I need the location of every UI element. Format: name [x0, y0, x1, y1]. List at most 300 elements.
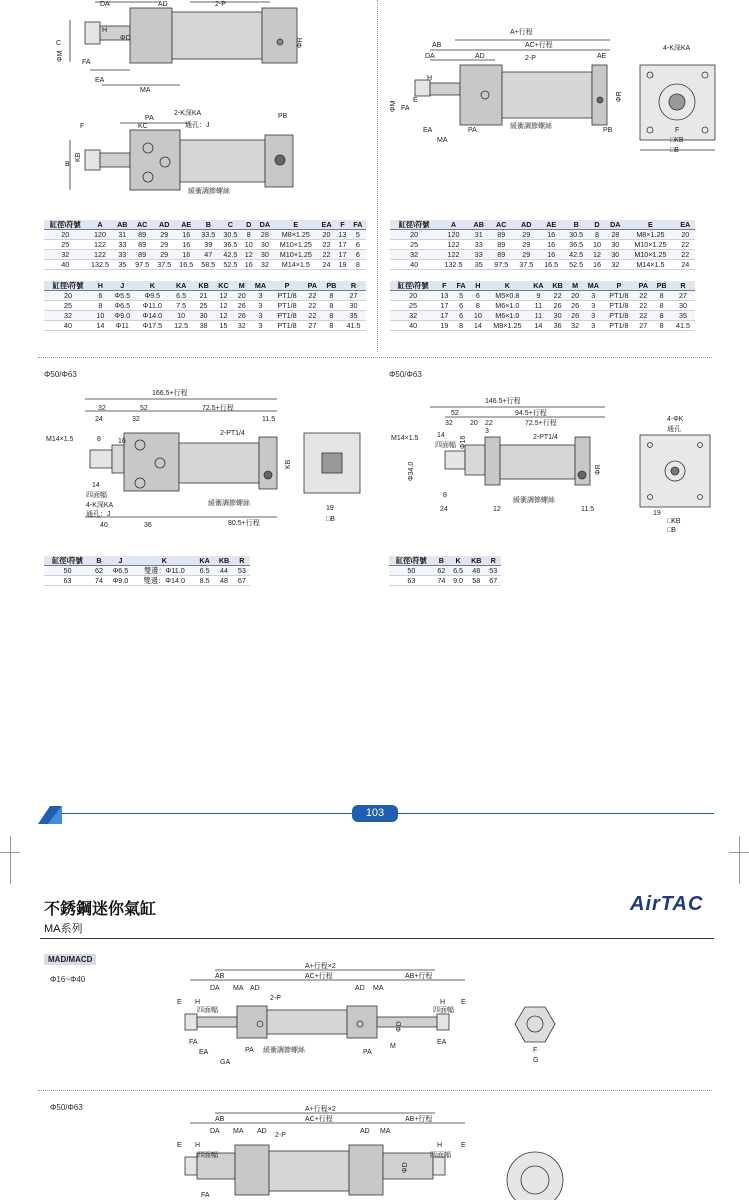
table-cell: 3	[250, 321, 271, 331]
table-header-cell: A	[87, 220, 114, 230]
np1-label-ga: GA	[220, 1059, 231, 1066]
table-cell: 122	[438, 240, 469, 250]
table-cell: 32	[567, 321, 583, 331]
table-header-cell: 缸徑\符號	[44, 281, 92, 291]
table-header-cell: AB	[469, 220, 489, 230]
section-label-np2: Φ50/Φ63	[50, 1103, 83, 1112]
table-cell: 30.5	[219, 230, 241, 240]
table-header-cell: DA	[605, 220, 625, 230]
double-rod-cylinder-drawing-2	[175, 1105, 595, 1200]
table-cell: 12	[214, 301, 234, 311]
table-header-cell: B	[197, 220, 219, 230]
label-m14: M14×1.5	[46, 436, 74, 443]
section-label-np1: Φ16~Φ40	[50, 975, 86, 984]
table-cell: 22	[634, 311, 652, 321]
table-cell: 8	[322, 311, 341, 321]
table-header-cell: FA	[452, 281, 470, 291]
np2-label-h2: H	[437, 1142, 443, 1149]
table-cell: 29	[153, 230, 175, 240]
table-header-cell: KA	[529, 281, 548, 291]
double-rod-cylinder-drawing	[175, 962, 575, 1072]
section-label-right: Φ50/Φ63	[389, 370, 422, 379]
np1-label-h: H	[195, 999, 201, 1006]
table-cell: 89	[489, 230, 514, 240]
table-cell: Φ5.5	[109, 291, 136, 301]
table-cell: 20	[567, 291, 583, 301]
table-cell: 32	[390, 311, 436, 321]
table-cell: 8	[652, 311, 671, 321]
table-cell: PT1/8	[271, 301, 303, 311]
label-total: 146.5+行程	[485, 398, 521, 405]
label-14: 14	[437, 432, 445, 439]
table-cell: Φ9.5	[136, 291, 169, 301]
label-pb: PB	[603, 127, 613, 134]
label-phi16: Φ16	[460, 435, 467, 449]
table-cell: 11	[529, 301, 548, 311]
table-cell: 67	[234, 576, 250, 586]
table-cell: 63	[44, 576, 91, 586]
table-header-cell: A	[438, 220, 469, 230]
table-cell: 14	[529, 321, 548, 331]
table-cell: 97.5	[131, 260, 153, 270]
table-cell: Φ9.0	[107, 576, 134, 586]
table-cell: 50	[44, 566, 91, 576]
spec-table-1	[44, 220, 366, 270]
table-cell: 13	[436, 291, 452, 301]
np1-label-pa2: PA	[363, 1049, 372, 1056]
table-cell: Φ6.5	[107, 566, 134, 576]
cushion-note: 緩衝調節螺絲	[513, 497, 555, 504]
table-cell: 13	[335, 230, 350, 240]
table-row	[44, 240, 366, 250]
table-cell: 17	[436, 311, 452, 321]
table-cell: 11	[529, 311, 548, 321]
label-19: 19	[653, 510, 661, 517]
table-cell: 19	[335, 260, 350, 270]
table-cell: 25	[194, 301, 214, 311]
label-115: 11.5	[262, 416, 276, 423]
table-cell: 32	[44, 311, 92, 321]
table-cell: 44	[214, 566, 233, 576]
spec-table-5	[44, 556, 250, 586]
table-header-cell: R	[486, 556, 501, 566]
table-cell: PT1/8	[603, 311, 634, 321]
table-cell: 12	[214, 311, 234, 321]
table-cell: 14	[470, 321, 486, 331]
series-subtitle: MA系列	[44, 923, 83, 935]
label-36: 36	[144, 522, 152, 529]
table-cell: 3	[583, 311, 603, 321]
table-cell: 89	[489, 250, 514, 260]
label-32: 32	[445, 420, 453, 427]
table-cell: 36	[548, 321, 567, 331]
table-header-cell: C	[219, 220, 241, 230]
column-divider	[377, 0, 378, 352]
table-cell: 32	[233, 321, 250, 331]
table-cell: 41.5	[341, 321, 366, 331]
table-cell: 20	[44, 291, 92, 301]
table-cell: M10×1.25	[625, 240, 675, 250]
table-cell: 120	[438, 230, 469, 240]
label-fa: FA	[401, 105, 410, 112]
table-cell: 25	[44, 240, 87, 250]
np1-label-f: F	[533, 1047, 538, 1054]
table-header-cell: R	[234, 556, 250, 566]
label-b: B	[65, 161, 70, 168]
table-header-cell: P	[603, 281, 634, 291]
table-cell: Φ6.5	[109, 301, 136, 311]
label-16: 16	[118, 438, 126, 445]
table-cell: 6.5	[449, 566, 467, 576]
label-4k: 4-K深KA	[663, 45, 691, 52]
table-cell: 20	[44, 230, 87, 240]
table-cell: 8	[652, 301, 671, 311]
brand-name: AirTAC	[630, 893, 704, 915]
table-cell: 22	[548, 291, 567, 301]
table-cell: 29	[153, 240, 175, 250]
label-12: 12	[493, 506, 501, 513]
np2-label-phid: ΦD	[402, 1162, 409, 1173]
table-header-cell: K	[134, 556, 195, 566]
table-cell: 22	[303, 291, 322, 301]
label-kb: □KB	[670, 137, 684, 144]
header-rule	[40, 938, 714, 939]
table-header-cell: K	[136, 281, 169, 291]
table-header-cell: 缸徑\符號	[44, 556, 91, 566]
np1-label-m: M	[390, 1043, 396, 1050]
table-cell: 89	[131, 240, 153, 250]
table-cell: 25	[390, 301, 436, 311]
label-pa: PA	[468, 127, 477, 134]
table-cell: 8	[322, 301, 341, 311]
table-cell: 28	[256, 230, 274, 240]
label-phir: ΦR	[595, 464, 602, 475]
spec-table-4	[390, 281, 695, 331]
table-header-cell: DA	[256, 220, 274, 230]
table-cell: 16	[175, 230, 197, 240]
table-header-cell: MA	[250, 281, 271, 291]
cushion-note: 緩衝調節螺絲	[188, 188, 230, 195]
label-m14: M14×1.5	[391, 435, 419, 442]
table-cell: 10	[241, 240, 256, 250]
table-cell: 62	[91, 566, 107, 576]
label-total: 166.5+行程	[152, 390, 188, 397]
table-cell: 8	[652, 321, 671, 331]
table-cell: 24	[318, 260, 335, 270]
table-header-cell: KC	[214, 281, 234, 291]
table-cell: PT1/8	[271, 311, 303, 321]
table-cell: 47	[197, 250, 219, 260]
table-cell: 33	[114, 240, 132, 250]
cushion-note: 緩衝調節螺絲	[510, 123, 552, 130]
table-cell: Φ14.0	[136, 311, 169, 321]
table-cell: 8	[92, 301, 109, 311]
table-cell: 22	[676, 240, 696, 250]
table-row	[390, 250, 695, 260]
np1-label-e2: E	[461, 999, 466, 1006]
table-cell: PT1/8	[603, 301, 634, 311]
table-cell: 8	[322, 291, 341, 301]
table-cell: 27	[671, 291, 695, 301]
table-cell: 28	[605, 230, 625, 240]
section-label-left: Φ50/Φ63	[44, 370, 77, 379]
table-cell: 89	[131, 230, 153, 240]
table-cell: 27	[341, 291, 366, 301]
table-cell: 26	[548, 301, 567, 311]
np1-label-ac: AC+行程	[305, 973, 333, 980]
table-header-cell: KB	[467, 556, 485, 566]
table-cell: M6×1.0	[486, 311, 529, 321]
table-cell: 22	[303, 311, 322, 321]
np1-label-a: A+行程×2	[305, 963, 336, 970]
table-cell: M5×0.8	[486, 291, 529, 301]
table-cell: 25	[390, 240, 438, 250]
table-cell: 48	[467, 566, 485, 576]
table-cell: 22	[318, 240, 335, 250]
table-cell: 36.5	[219, 240, 241, 250]
table-cell: 30	[256, 240, 274, 250]
label-8: 8	[443, 492, 447, 499]
label-ad: AD	[475, 53, 485, 60]
table-cell: 26	[233, 301, 250, 311]
np2-label-ad2: AD	[360, 1128, 370, 1135]
label-flat: 四面幅	[86, 492, 107, 499]
table-header-cell: H	[470, 281, 486, 291]
table-row	[44, 576, 250, 586]
label-h: H	[102, 27, 108, 34]
table-cell: 8	[652, 291, 671, 301]
label-pb: PB	[278, 113, 288, 120]
table-header-cell: B	[434, 556, 449, 566]
np1-label-2p: 2-P	[270, 995, 281, 1002]
label-ea: EA	[95, 77, 105, 84]
table-cell: M10×1.25	[625, 250, 675, 260]
table-cell: 16	[539, 250, 564, 260]
table-cell: 36.5	[564, 240, 589, 250]
table-cell: 30	[671, 301, 695, 311]
table-header-cell: AC	[489, 220, 514, 230]
table-header-cell: K	[449, 556, 467, 566]
table-header-cell: EA	[318, 220, 335, 230]
table-row	[390, 230, 695, 240]
np1-label-ma: MA	[233, 985, 244, 992]
table-cell: 33	[469, 250, 489, 260]
table-cell: 16	[589, 260, 606, 270]
label-kb: KB	[75, 152, 82, 162]
label-kb: □KB	[667, 518, 681, 525]
table-cell: PT1/8	[271, 321, 303, 331]
label-ad: AD	[158, 1, 168, 8]
table-cell: 120	[87, 230, 114, 240]
table-cell: 6	[452, 301, 470, 311]
table-cell: 26	[567, 301, 583, 311]
label-j: 通孔：J	[185, 122, 210, 129]
label-19: 19	[326, 505, 334, 512]
table-header-cell: J	[109, 281, 136, 291]
mid-left-cylinder-drawing	[40, 385, 375, 530]
table-header-cell: AC	[131, 220, 153, 230]
table-cell: 122	[87, 250, 114, 260]
table-cell: 16	[241, 260, 256, 270]
table-cell: 19	[436, 321, 452, 331]
label-flat: 四面幅	[435, 442, 456, 449]
label-fa: FA	[82, 59, 91, 66]
table-header-cell: 缸徑\符號	[390, 281, 436, 291]
label-32a: 32	[98, 405, 106, 412]
table-cell: 32	[390, 250, 438, 260]
table-cell: 6	[452, 311, 470, 321]
spec-table-2	[44, 281, 366, 331]
table-header-cell: AD	[153, 220, 175, 230]
table-cell: 25	[44, 301, 92, 311]
table-header-cell: MA	[583, 281, 603, 291]
label-40: 40	[100, 522, 108, 529]
table-cell: 40	[390, 260, 438, 270]
table-cell: 40	[390, 321, 436, 331]
table-cell: 32	[605, 260, 625, 270]
table-cell: 58.5	[197, 260, 219, 270]
label-52: 52	[140, 405, 148, 412]
table-cell: 89	[131, 250, 153, 260]
label-f: F	[675, 127, 680, 134]
np2-label-e2: E	[461, 1142, 466, 1149]
table-cell: M6×1.0	[486, 301, 529, 311]
np2-label-flat2: 四面幅	[430, 1152, 451, 1159]
label-24: 24	[95, 416, 103, 423]
table-cell: M8×1.25	[486, 321, 529, 331]
table-cell: 74	[434, 576, 449, 586]
np2-label-ma2: MA	[380, 1128, 391, 1135]
cushion-note-np: 緩衝調節螺絲	[263, 1047, 305, 1054]
label-14: 14	[92, 482, 100, 489]
top-right-cylinder-drawing	[385, 20, 725, 170]
table-cell: 33	[469, 240, 489, 250]
table-cell: 52.5	[564, 260, 589, 270]
table-cell: 3	[250, 301, 271, 311]
label-phir: ΦR	[297, 37, 304, 48]
table-cell: 6	[350, 250, 366, 260]
table-cell: 22	[634, 291, 652, 301]
np1-label-g: G	[533, 1057, 539, 1064]
table-cell: 63	[389, 576, 434, 586]
np2-label-e: E	[177, 1142, 182, 1149]
np2-label-ad: AD	[257, 1128, 267, 1135]
table-cell: 27	[303, 321, 322, 331]
table-cell: 40	[44, 321, 92, 331]
table-header-cell: R	[671, 281, 695, 291]
label-kc: KC	[138, 123, 148, 130]
table-cell: 3	[583, 321, 603, 331]
table-cell: 30	[256, 250, 274, 260]
label-ma: MA	[140, 87, 151, 94]
table-cell: 35	[469, 260, 489, 270]
table-row	[390, 321, 695, 331]
table-cell: 12	[589, 250, 606, 260]
table-cell: 8	[452, 321, 470, 331]
label-pt: 2-PT1/4	[533, 434, 558, 441]
np1-label-flat: 四面幅	[197, 1007, 218, 1014]
table-row	[44, 301, 366, 311]
table-row	[44, 250, 366, 260]
table-header-cell: E	[625, 220, 675, 230]
table-cell: 22	[303, 301, 322, 311]
table-header-cell: PB	[322, 281, 341, 291]
table-cell: M10×1.25	[274, 250, 318, 260]
table-header-cell: F	[335, 220, 350, 230]
table-cell: 6.5	[195, 566, 214, 576]
cushion-note: 緩衝調節螺絲	[208, 500, 250, 507]
table-header-cell: M	[567, 281, 583, 291]
label-hole: 通孔	[667, 426, 681, 433]
np1-label-ab: AB	[215, 973, 225, 980]
table-cell: 37.5	[153, 260, 175, 270]
table-cell: 39	[197, 240, 219, 250]
label-pt: 2-PT1/4	[220, 430, 245, 437]
np2-label-ab2: AB+行程	[405, 1116, 433, 1123]
table-row	[390, 240, 695, 250]
label-ea: EA	[423, 127, 433, 134]
table-header-cell: AD	[514, 220, 539, 230]
table-row	[44, 566, 250, 576]
label-805: 80.5+行程	[228, 520, 260, 527]
top-left-cylinder-drawing	[40, 0, 370, 200]
label-phim: ΦM	[57, 50, 64, 62]
table-cell: 16	[175, 250, 197, 260]
table-header-cell: D	[589, 220, 606, 230]
table-cell: 12	[241, 250, 256, 260]
table-cell: 16	[539, 240, 564, 250]
label-ae: AE	[597, 53, 607, 60]
label-2p: 2-P	[525, 55, 536, 62]
table-header-cell: KB	[194, 281, 214, 291]
table-row	[390, 311, 695, 321]
table-header-cell: AE	[539, 220, 564, 230]
label-j: 通孔：J	[86, 511, 111, 518]
table-cell: 67	[486, 576, 501, 586]
np1-label-ma2: MA	[373, 985, 384, 992]
label-32b: 32	[132, 416, 140, 423]
table-cell: 29	[514, 240, 539, 250]
page-title: 不銹鋼迷你氣缸	[44, 901, 157, 918]
np2-label-da: DA	[210, 1128, 220, 1135]
table-row	[44, 311, 366, 321]
table-cell: 27	[634, 321, 652, 331]
table-cell: 50	[389, 566, 434, 576]
table-header-cell: F	[436, 281, 452, 291]
label-115: 11.5	[581, 506, 595, 513]
table-cell: 雙邊：Φ14.0	[134, 576, 195, 586]
table-cell: 21	[194, 291, 214, 301]
label-b: □B	[667, 527, 676, 534]
table-cell: 17	[436, 301, 452, 311]
table-row	[389, 566, 501, 576]
np1-label-da: DA	[210, 985, 220, 992]
table-cell: 30.5	[564, 230, 589, 240]
table-header-cell: B	[91, 556, 107, 566]
table-row	[44, 291, 366, 301]
table-cell: 53	[234, 566, 250, 576]
table-cell: 42.5	[219, 250, 241, 260]
table-cell: 3	[250, 291, 271, 301]
table-cell: 20	[390, 291, 436, 301]
crop-mark	[739, 836, 740, 884]
table-cell: 8	[241, 230, 256, 240]
label-a: A+行程	[510, 29, 533, 36]
table-cell: 20	[318, 230, 335, 240]
table-cell: 58	[467, 576, 485, 586]
table-cell: 30	[194, 311, 214, 321]
np1-label-e: E	[177, 999, 182, 1006]
